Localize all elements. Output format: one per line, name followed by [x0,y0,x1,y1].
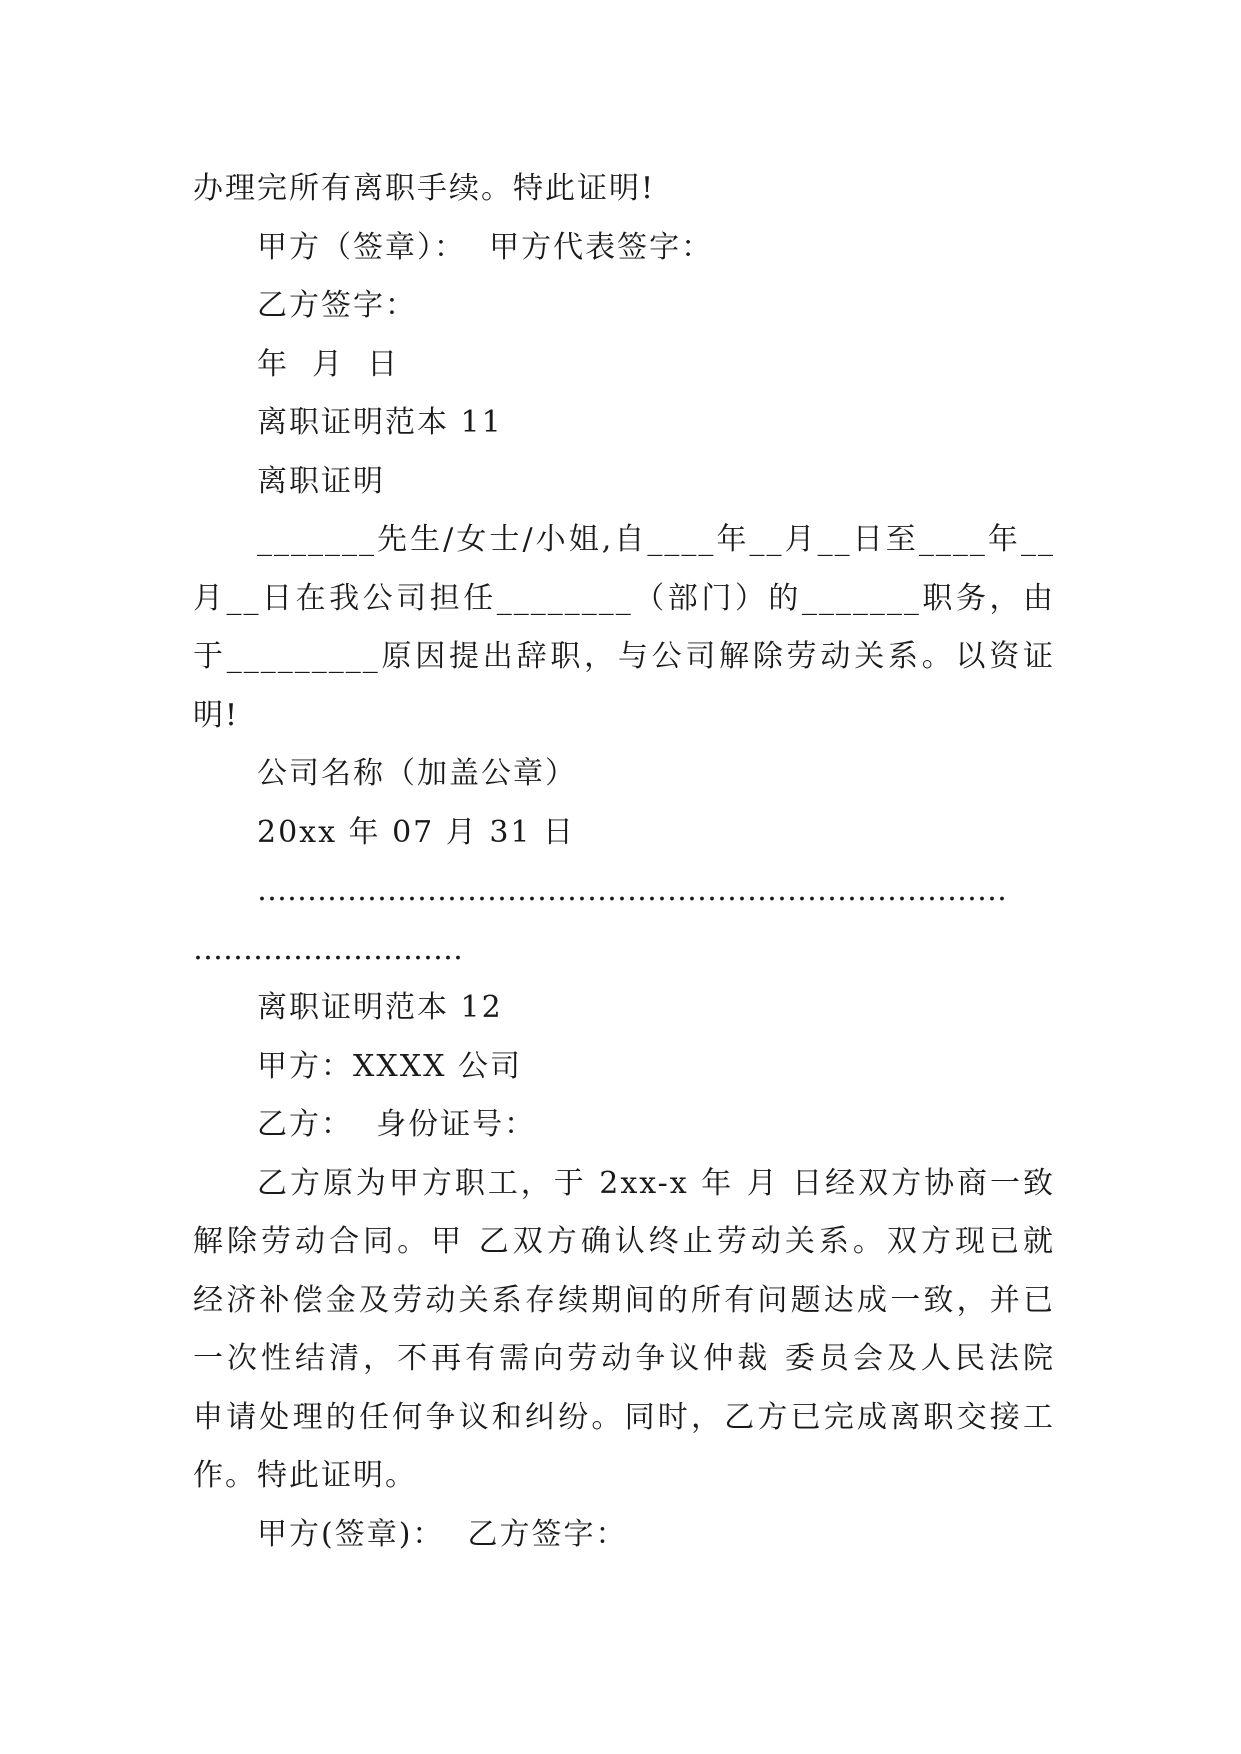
text-line: 申请处理的任何争议和纠纷。同时，乙方已完成离职交接工 [193,1399,1055,1435]
text-line: 乙方签字： [257,288,417,323]
text-line: 乙方原为甲方职工，于 2xx-x 年 月 日经双方协商一致 [257,1165,1055,1201]
text-line: 办理完所有离职手续。特此证明! [193,171,656,206]
text-line: 公司名称（加盖公章） [257,756,577,791]
document-body [193,160,1055,1564]
text-line: 甲方：XXXX 公司 [257,1048,522,1084]
text-line: 一次性结清，不再有需向劳动争议仲裁 委员会及人民法院 [193,1341,1055,1376]
text-line: 甲方（签章）： 甲方代表签字： [257,229,714,265]
dotted-separator: ………………………………………………………………… [257,873,1007,908]
text-line: 月__日在我公司担任________（部门）的_______职务，由 [193,580,1055,616]
document-title: 离职证明 [257,463,385,499]
section-title: 离职证明范本 11 [257,405,503,440]
text-line: 解除劳动合同。甲 乙双方确认终止劳动关系。双方现已就 [193,1224,1055,1259]
text-line: 乙方： 身份证号： [257,1107,537,1142]
section-title: 离职证明范本 12 [257,990,503,1025]
text-line: 作。特此证明。 [193,1458,417,1493]
text-line: 于_________原因提出辞职，与公司解除劳动关系。以资证 [193,639,1055,674]
text-line: _______先生/女士/小姐,自____年__月__日至____年__ [257,522,1055,557]
dotted-separator: ……………………… [193,931,463,967]
text-line: 年 月 日 [257,346,400,382]
text-line: 明! [193,697,240,733]
text-line: 经济补偿金及劳动关系存续期间的所有问题达成一致，并已 [193,1282,1055,1318]
date-line: 20xx 年 07 月 31 日 [257,814,576,850]
text-line: 甲方(签章)： 乙方签字： [257,1516,628,1552]
